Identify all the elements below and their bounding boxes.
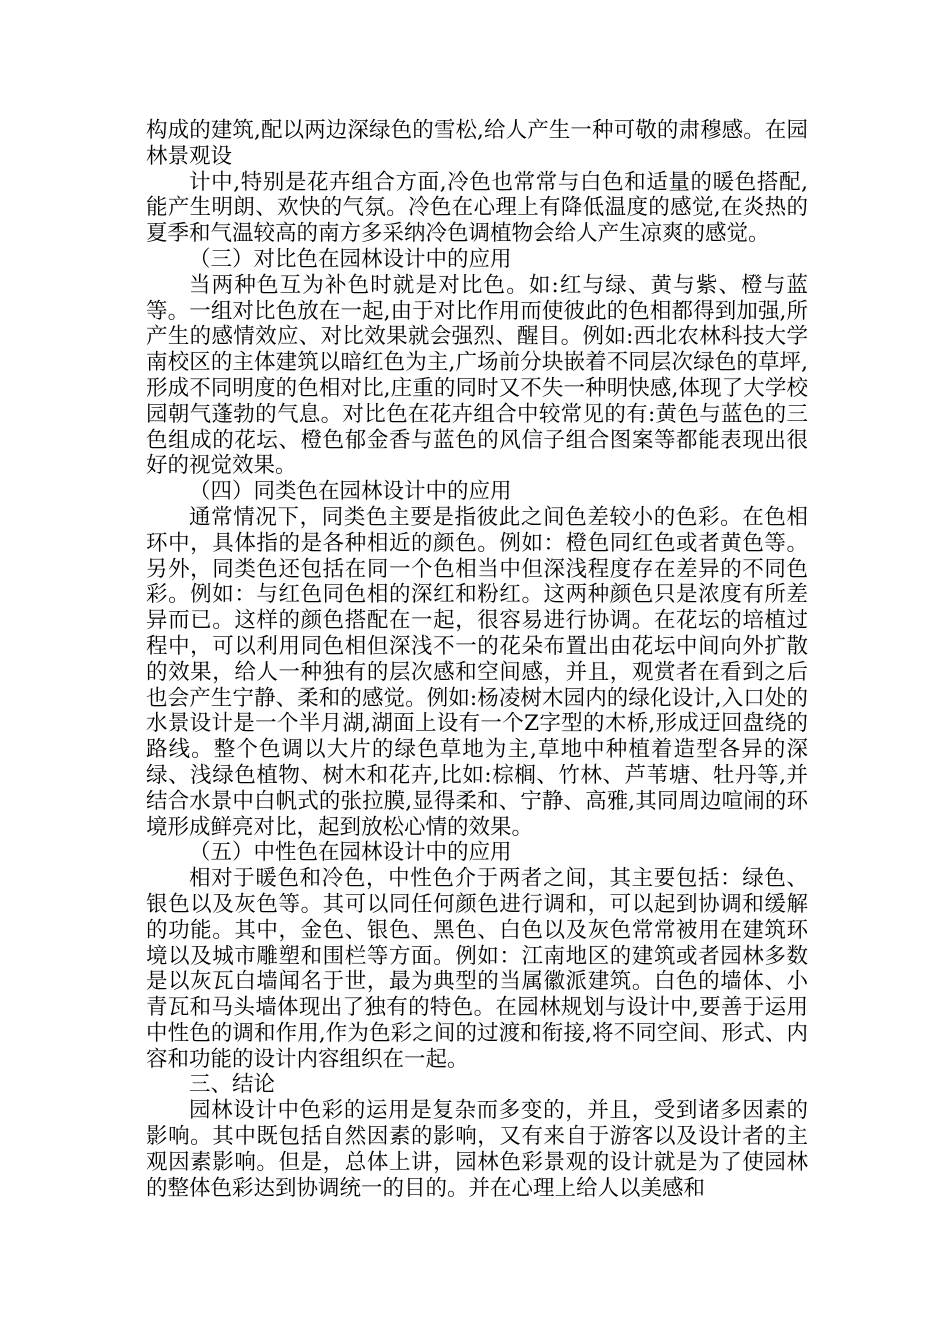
intro-paragraph: 构成的建筑,配以两边深绿色的雪松,给人产生一种可敬的肃穆感。在园林景观设 — [146, 118, 808, 169]
section-heading-contrast-color: （三）对比色在园林设计中的应用 — [189, 246, 512, 272]
section-heading-similar-color: （四）同类色在园林设计中的应用 — [189, 479, 512, 505]
section-heading-conclusion: 三、结论 — [189, 1072, 276, 1098]
conclusion-paragraph: 园林设计中色彩的运用是复杂而多变的，并且，受到诸多因素的影响。其中既包括自然因素的影响，又有来自于游客以及设计者的主观因素影响。但是，总体上讲，园林色彩景观的设计就是为了使园林的整体色彩达到协调统一的目的。并在心理上给人以美感和 — [146, 1098, 808, 1201]
cool-color-paragraph: 计中,特别是花卉组合方面,冷色也常常与白色和适量的暖色搭配,能产生明朗、欢快的气氛。冷色在心理上有降低温度的感觉,在炎热的夏季和气温较高的南方多采纳冷色调植物会给人产生凉爽的感觉。 — [146, 169, 808, 247]
similar-color-paragraph: 通常情况下，同类色主要是指彼此之间色差较小的色彩。在色相环中，具体指的是各种相近的颜色。例如：橙色同红色或者黄色等。另外，同类色还包括在同一个色相当中但深浅程度存在差异的不同色彩。例如：与红色同色相的深红和粉红。这两种颜色只是浓度有所差异而已。这样的颜色搭配在一起，很容易进行协调。在花坛的培植过程中，可以利用同色相但深浅不一的花朵布置出由花坛中间向外扩散的效果，给人一种独有的层次感和空间感，并且，观赏者在看到之后也会产生宁静、柔和的感觉。例如:杨凌树木园内的绿化设计,入口处的水景设计是一个半月湖,湖面上设有一个Z字型的木桥,形成迂回盘绕的路线。整个色调以大片的绿色草地为主,草地中种植着造型各异的深绿、浅绿色植物、树木和花卉,比如:棕榈、竹林、芦苇塘、牡丹等,并结合水景中白帆式的张拉膜,显得柔和、宁静、高雅,其同周边喧闹的环境形成鲜亮对比，起到放松心情的效果。 — [146, 504, 808, 840]
neutral-color-paragraph: 相对于暖色和冷色，中性色介于两者之间，其主要包括：绿色、银色以及灰色等。其可以同任何颜色进行调和，可以起到协调和缓解的功能。其中，金色、银色、黑色、白色以及灰色常常被用在建筑环境以及城市雕塑和围栏等方面。例如：江南地区的建筑或者园林多数是以灰瓦白墙闻名于世，最为典型的当属徽派建筑。白色的墙体、小青瓦和马头墙体现出了独有的特色。在园林规划与设计中,要善于运用中性色的调和作用,作为色彩之间的过渡和衔接,将不同空间、形式、内容和功能的设计内容组织在一起。 — [146, 866, 808, 1072]
document-body — [146, 118, 808, 1201]
section-heading-neutral-color: （五）中性色在园林设计中的应用 — [189, 840, 512, 866]
contrast-color-paragraph: 当两种色互为补色时就是对比色。如:红与绿、黄与紫、橙与蓝等。一组对比色放在一起,由于对比作用而使彼此的色相都得到加强,所产生的感情效应、对比效果就会强烈、醒目。例如:西北农林科技大学南校区的主体建筑以暗红色为主,广场前分块嵌着不同层次绿色的草坪,形成不同明度的色相对比,庄重的同时又不失一种明快感,体现了大学校园朝气蓬勃的气息。对比色在花卉组合中较常见的有:黄色与蓝色的三色组成的花坛、橙色郁金香与蓝色的风信子组合图案等都能表现出很好的视觉效果。 — [146, 272, 808, 479]
